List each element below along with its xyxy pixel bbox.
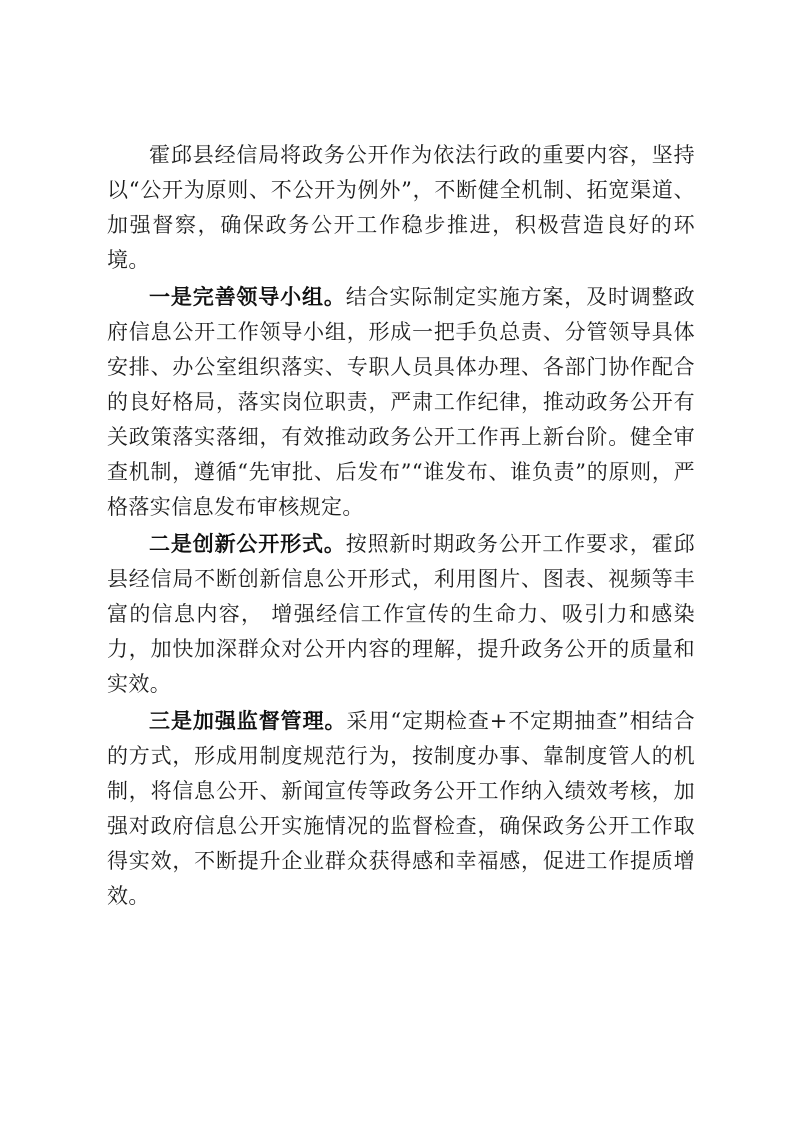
paragraph-intro [107, 138, 695, 278]
paragraph-text: 霍邱县经信局将政务公开作为依法行政的重要内容，坚持以“公开为原则、不公开为例外”，不断健全机制、拓宽渠道、加强督察，确保政务公开工作稳步推进，积极营造良好的环境。 [107, 143, 695, 272]
paragraph-heading: 二是创新公开形式。 [149, 532, 346, 556]
paragraph-text: 按照新时期政务公开工作要求，霍邱县经信局不断创新信息公开形式，利用图片、图表、视频等丰富的信息内容， 增强经信工作宣传的生命力、吸引力和感染力，加快加深群众对公开内容的理解，提升政务公开的质量和实效。 [107, 532, 695, 696]
paragraph-text: 采用“定期检查+不定期抽查”相结合的方式，形成用制度规范行为，按制度办事、靠制度管人的机制，将信息公开、新闻宣传等政务公开工作纳入绩效考核，加强对政府信息公开实施情况的监督检查，确保政务公开工作取得实效，不断提升企业群众获得感和幸福感，促进工作提质增效。 [107, 709, 695, 908]
document-body [107, 138, 695, 916]
paragraph-heading: 三是加强监督管理。 [149, 709, 347, 733]
paragraph-heading: 一是完善领导小组。 [149, 285, 346, 309]
paragraph-leadership-group [107, 280, 695, 525]
paragraph-innovation [107, 527, 695, 702]
paragraph-text: 结合实际制定实施方案，及时调整政府信息公开工作领导小组，形成一把手负总责、分管领导具体安排、办公室组织落实、专职人员具体办理、各部门协作配合的良好格局，落实岗位职责，严肃工作纪律，推动政务公开有关政策落实落细，有效推动政务公开工作再上新台阶。健全审查机制，遵循“先审批、后发布”“谁发布、谁负责”的原则，严格落实信息发布审核规定。 [107, 285, 695, 519]
paragraph-supervision [107, 704, 695, 914]
